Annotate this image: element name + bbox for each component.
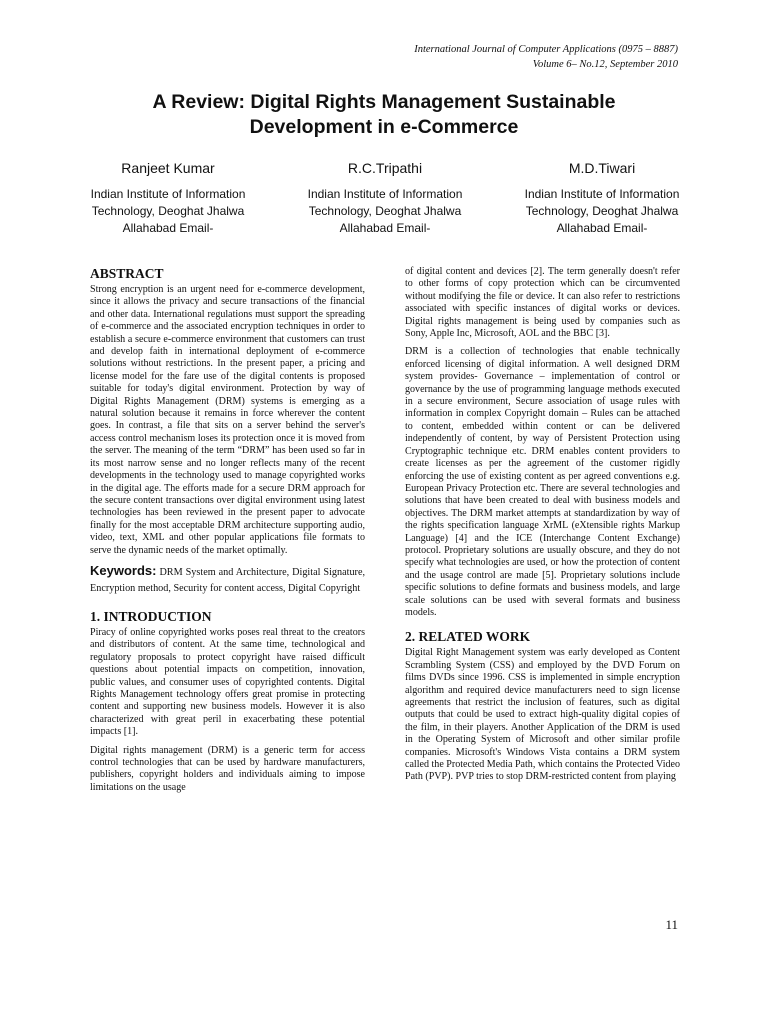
affiliation-line: Allahabad Email- bbox=[556, 221, 648, 235]
journal-volume: Volume 6– No.12, September 2010 bbox=[532, 59, 678, 70]
title-line-1: A Review: Digital Rights Management Sustainable bbox=[152, 91, 616, 113]
author-list bbox=[68, 160, 702, 237]
affiliation-line: Allahabad Email- bbox=[122, 221, 214, 235]
author-2 bbox=[285, 160, 485, 237]
affiliation-line: Indian Institute of Information bbox=[307, 187, 463, 201]
author-affiliation bbox=[285, 186, 485, 237]
body-paragraph-2: DRM is a collection of technologies that enable technically enforced licensing of digital information. A well designed DRM system provides- Governance – implementation of control or governance by the use of programming language methods executed in a secure environment, Secure association of usage rules with information in complex Copyright domain – Rules can be attached to content, embedded within content or can be delivered independently of content, by way of Persistent Protection using Cryptographic technique etc. DRM enables content providers to create licenses as per the agreement of the customer rigidly enforcing the use of existing content as per agreed conventions e.g. European Privacy Protection etc. There are several technologies and solutions that have been created to deal with business models and objectives. The DRM market attempts at standardization by way of the rights specification language XrML (eXtensible rights Markup Language) [4] and the ICE (Interchange Content Exchange) protocol. Proprietary solutions are usually obscure, and they do not specify what technologies are used, or how the protection of content and the usage control are made [5]. Proprietary solutions include specific solutions to define formats and business models, and large scale solutions can be used with several formats and business models. bbox=[405, 346, 680, 618]
page-number: 11 bbox=[665, 917, 678, 932]
keywords-text: DRM System and Architecture, Digital Signature, Encryption method, Security for content access, Digital Copyright bbox=[90, 566, 366, 594]
related-work-heading: 2. RELATED WORK bbox=[405, 629, 531, 645]
introduction-heading: 1. INTRODUCTION bbox=[90, 608, 212, 624]
affiliation-line: Allahabad Email- bbox=[339, 221, 431, 235]
introduction-paragraph-1: Piracy of online copyrighted works poses real threat to the creators and distributors of content. At the same time, technological and regulatory proposals to protect copyright have raised difficult questions about potential impacts on competition, innovation, public values, and consumer uses of copyrighted contents. Digital Rights Management technology offers great promise in protecting content and supporting new business models. However it is also characterized with great peril in exacerbating these potential impacts [1]. bbox=[90, 626, 365, 738]
title-line-2: Development in e-Commerce bbox=[249, 116, 519, 138]
affiliation-line: Technology, Deoghat Jhalwa bbox=[308, 204, 462, 218]
introduction-paragraph-2: Digital rights management (DRM) is a generic term for access control technologies that can be used by hardware manufacturers, publishers, copyright holders and individuals aiming to impose limitations on the usage bbox=[90, 744, 365, 793]
journal-header bbox=[414, 42, 678, 72]
related-work-text: Digital Right Management system was early developed as Content Scrambling System (CSS) and employed by the DVD Forum on films DVDs since 1996. CSS is implemented in simple encryption algorithm and required device manufacturers need to sign license agreements that restrict the inclusion of features, such as digital outputs that could be used to extract high-quality digital copies of the film, in their players. Another Application of the DRM is used in the Operating System of Microsoft and other similar profile companies. Microsoft's Windows Vista contains a DRM system called the Protected Media Path, which contains the Protected Video Path (PVP). PVP tries to stop DRM-restricted content from playing bbox=[405, 647, 680, 783]
abstract-text: Strong encryption is an urgent need for e-commerce development, since it allows the privacy and secure transactions of the financial and other data. International regulations must support the spreading of e-commerce and the associated encryption techniques in order to establish a secure e-commerce environment that customers can trust and develop faith in international deployment of e-commerce solutions without restrictions. In the present paper, a pricing and license model for the fare use of the digital contents is proposed suitable for today's digital environment. Protection by way of Digital Rights Management (DRM) systems is emerging as a natural solution because it remains in force wherever the content goes. In contrast, a file that sits on a server behind the server's access control mechanism loses its protection once it is moved from the server. The meaning of the term “DRM” has been used so far in its most narrow sense and no longer reflects many of the recent developments in the technology used to manage copyrighted works in the digital age. The efforts made for a secure DRM approach for the secure content transactions over digital environment using latest technologies has been reviewed in the present paper to advocate finally for the most acceptable DRM architecture supporting audio, video, text, XML and other popular applications file formats to serve the dynamic needs of the market optimally. bbox=[90, 284, 365, 556]
journal-name: International Journal of Computer Applications (0975 – 8887) bbox=[414, 44, 678, 55]
author-name: Ranjeet Kumar bbox=[121, 160, 215, 176]
author-1 bbox=[68, 160, 268, 237]
body-paragraph-1: of digital content and devices [2]. The term generally doesn't refer to other forms of copy protection which can be circumvented without modifying the file or device. It can also refer to restrictions associated with specific instances of digital works or devices. Digital rights management is being used by companies such as Sony, Apple Inc, Microsoft, AOL and the BBC [3]. bbox=[405, 266, 680, 340]
keywords-label: Keywords: bbox=[90, 562, 157, 578]
keywords bbox=[90, 563, 365, 597]
left-column bbox=[90, 266, 365, 800]
author-name: R.C.Tripathi bbox=[347, 160, 423, 176]
right-column bbox=[405, 266, 680, 790]
affiliation-line: Technology, Deoghat Jhalwa bbox=[91, 204, 245, 218]
author-affiliation bbox=[502, 186, 702, 237]
paper-title bbox=[60, 90, 708, 140]
affiliation-line: Indian Institute of Information bbox=[90, 187, 246, 201]
affiliation-line: Technology, Deoghat Jhalwa bbox=[525, 204, 679, 218]
author-3 bbox=[502, 160, 702, 237]
affiliation-line: Indian Institute of Information bbox=[524, 187, 680, 201]
author-affiliation bbox=[68, 186, 268, 237]
abstract-heading: ABSTRACT bbox=[90, 266, 164, 281]
author-name: M.D.Tiwari bbox=[568, 160, 636, 176]
